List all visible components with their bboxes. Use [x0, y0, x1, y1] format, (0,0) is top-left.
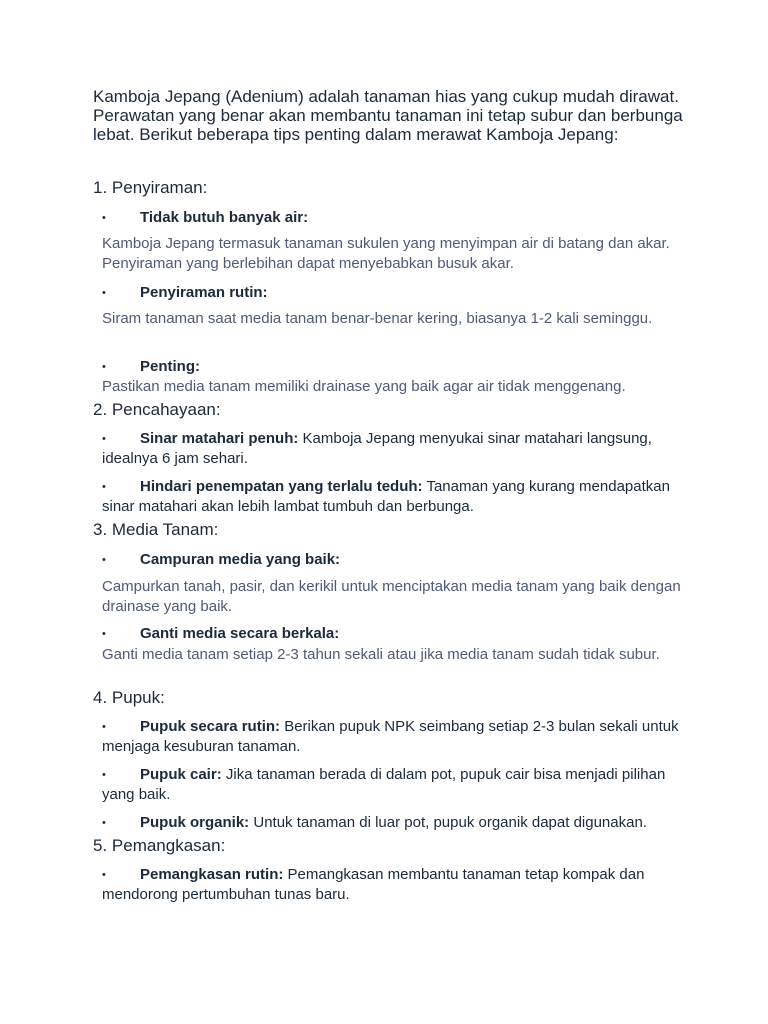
item-text: Berikan pupuk NPK seimbang setiap 2-3 bulan sekali untuk menjaga kesuburan tanaman. [102, 718, 679, 755]
intro-paragraph: Kamboja Jepang (Adenium) adalah tanaman hias yang cukup mudah dirawat. Perawatan yang benar akan membantu tanaman ini tetap subur dan berbunga lebat. Berikut beberapa tips penting dalam merawat Kamboja Jepang: [93, 87, 683, 144]
item-text: Pemangkasan membantu tanaman tetap kompak dan mendorong pertumbuhan tunas baru. [102, 866, 645, 903]
item-lead: Tidak butuh banyak air: [140, 209, 309, 226]
list-item [102, 865, 692, 905]
item-lead: Ganti media secara berkala: [140, 625, 340, 642]
item-text: Untuk tanaman di luar pot, pupuk organik dapat digunakan. [249, 814, 647, 831]
bullet-icon: • [102, 433, 106, 445]
section-heading-pemangkasan: 5. Pemangkasan: [93, 836, 226, 855]
item-text: Tanaman yang kurang mendapatkan sinar matahari akan lebih lambat tumbuh dan berbunga. [102, 478, 670, 515]
item-lead: Penting: [140, 358, 200, 375]
item-lead: Hindari penempatan yang terlalu teduh: [140, 478, 423, 495]
item-lead: Campuran media yang baik: [140, 551, 341, 568]
bullet-icon: • [102, 554, 106, 566]
section-heading-media-tanam: 3. Media Tanam: [93, 520, 219, 539]
item-lead: Penyiraman rutin: [140, 284, 268, 301]
list-item [102, 717, 692, 757]
bullet-icon: • [102, 361, 106, 373]
item-description: Ganti media tanam setiap 2-3 tahun sekali atau jika media tanam sudah tidak subur. [102, 646, 660, 663]
item-description: Pastikan media tanam memiliki drainase yang baik agar air tidak menggenang. [102, 378, 626, 395]
bullet-icon: • [102, 628, 106, 640]
item-description: Campurkan tanah, pasir, dan kerikil untuk menciptakan media tanam yang baik dengan drainase yang baik. [102, 578, 681, 615]
item-text: Jika tanaman berada di dalam pot, pupuk cair bisa menjadi pilihan yang baik. [102, 766, 666, 803]
item-description: Kamboja Jepang termasuk tanaman sukulen yang menyimpan air di batang dan akar. Penyiraman yang berlebihan dapat menyebabkan busuk akar. [102, 235, 670, 272]
bullet-icon: • [102, 869, 106, 881]
item-text: Kamboja Jepang menyukai sinar matahari langsung, idealnya 6 jam sehari. [102, 430, 652, 467]
section-heading-pencahayaan: 2. Pencahayaan: [93, 400, 221, 419]
item-lead: Sinar matahari penuh: [140, 430, 299, 447]
bullet-icon: • [102, 212, 106, 224]
list-item [102, 429, 692, 469]
section-heading-pupuk: 4. Pupuk: [93, 688, 165, 707]
bullet-icon: • [102, 481, 106, 493]
bullet-icon: • [102, 287, 106, 299]
item-description: Siram tanaman saat media tanam benar-benar kering, biasanya 1-2 kali seminggu. [102, 310, 653, 327]
item-lead: Pupuk organik: [140, 814, 250, 831]
bullet-icon: • [102, 721, 106, 733]
bullet-icon: • [102, 817, 106, 829]
item-lead: Pupuk secara rutin: [140, 718, 281, 735]
list-item [102, 765, 692, 805]
section-heading-penyiraman: 1. Penyiraman: [93, 178, 208, 197]
item-lead: Pemangkasan rutin: [140, 866, 284, 883]
list-item [102, 813, 692, 833]
item-lead: Pupuk cair: [140, 766, 222, 783]
list-item [102, 477, 692, 517]
bullet-icon: • [102, 769, 106, 781]
